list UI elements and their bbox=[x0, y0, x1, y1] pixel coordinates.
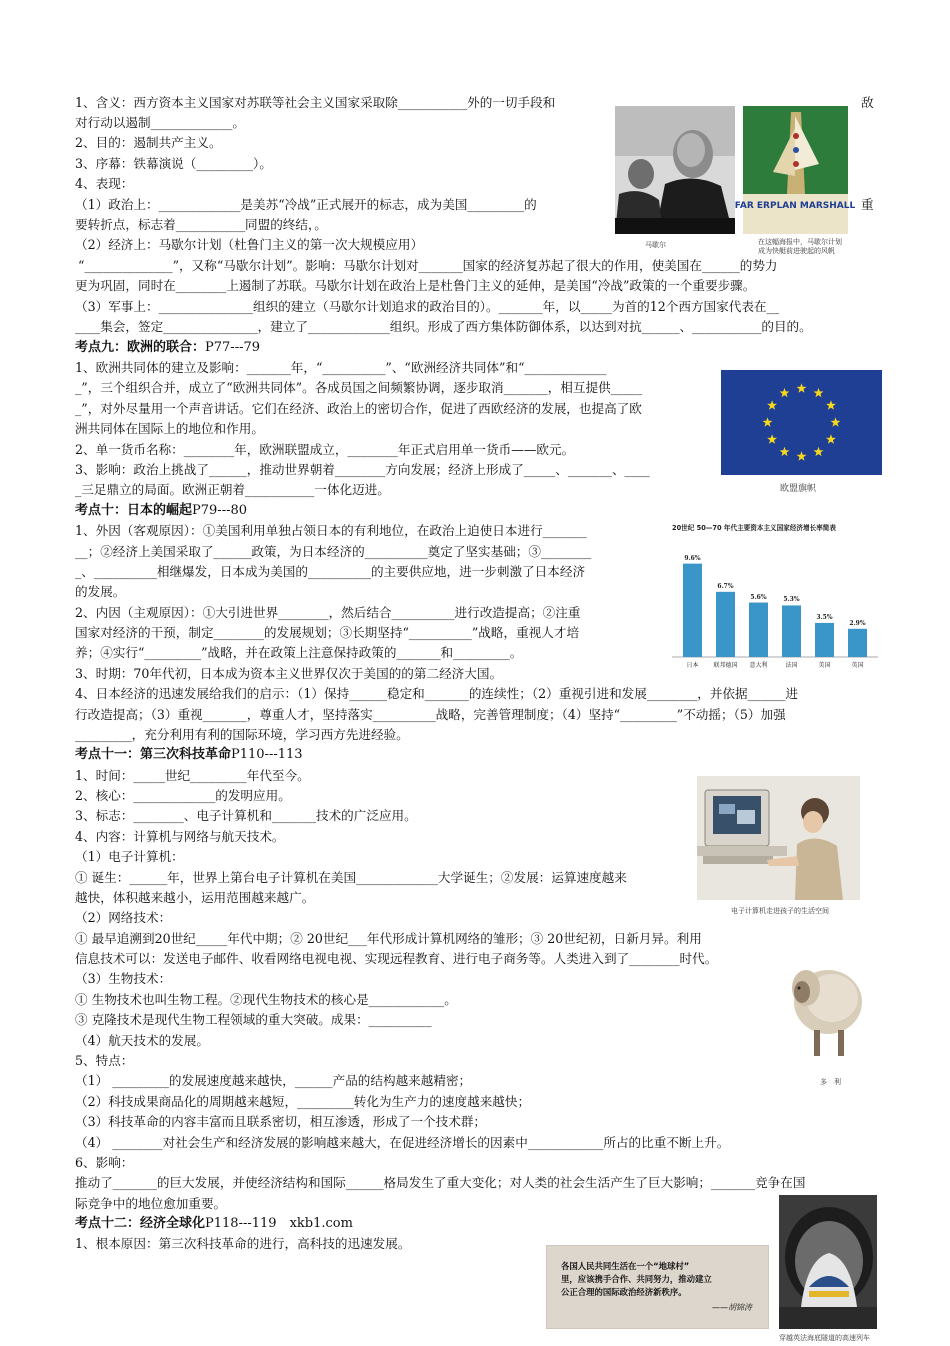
s11-heading: 考点十一：第三次科技革命P110---113 bbox=[75, 747, 303, 762]
eu-flag-caption: 欧盟旗帜 bbox=[780, 484, 817, 494]
eu-flag bbox=[721, 370, 882, 475]
chart-value-label-2: 6.7% bbox=[717, 582, 734, 590]
s8-line-1: 1、含义：西方资本主义国家对苏联等社会主义国家采取除___________外的一切手段和 bbox=[75, 95, 556, 110]
chart-bar-5 bbox=[815, 623, 834, 657]
s11-line-6: ① 诞生：______年，世界上第台电子计算机在美国_____________大学诞生；②发展：运算速度越来 bbox=[75, 870, 627, 885]
s11-line-17: （2）科技成果商品化的周期越来越短，_________转化为生产力的速度越来越快； bbox=[75, 1094, 531, 1109]
s12-heading: 考点十二：经济全球化P118---119 xkb1.com bbox=[75, 1216, 353, 1231]
s9-line-7: _三足鼎立的局面。欧洲正朝着___________一体化迈进。 bbox=[75, 482, 390, 497]
quote-line-1: 各国人民共同生活在一个“地球村” bbox=[561, 1261, 690, 1271]
marshall-poster-caption-1: 在这幅海报中，马歇尔计划 bbox=[758, 238, 842, 246]
chart-bar-4 bbox=[782, 605, 801, 657]
chart-title: 20世纪 50—70 年代主要资本主义国家经济增长率简表 bbox=[672, 524, 836, 532]
s10-line-4: 的发展。 bbox=[75, 584, 126, 599]
s9-line-6: 3、影响：政治上挑战了______，推动世界朝着________方向发展；经济上形成了_____、_______、____ bbox=[75, 462, 650, 477]
s11-line-10: 信息技术可以：发送电子邮件、收看网络电视电视、实现远程教育、进行电子商务等。人类进入到了________时代。 bbox=[75, 951, 718, 966]
dolly-sheep-photo bbox=[780, 942, 865, 1062]
s8-line-7: 要转折点，标志着___________同盟的终结，。 bbox=[75, 217, 327, 232]
chart-category-label-5: 美国 bbox=[818, 662, 831, 669]
chart-category-label-3: 意大利 bbox=[749, 662, 768, 669]
s10-line-8: 3、时期：70年代初，日本成为资本主义世界仅次于美国的的第二经济大国。 bbox=[75, 666, 503, 681]
quote-box bbox=[546, 1245, 769, 1329]
s8-line-3: 2、目的：遏制共产主义。 bbox=[75, 135, 222, 150]
s10-line-6: 国家对经济的干预，制定________的发展规划；③长期坚持“__________”战略，重视人才培 bbox=[75, 625, 580, 640]
quote-line-2: 里，应该携手合作、共同努力，推动建立 bbox=[561, 1274, 712, 1284]
chart-value-label-1: 9.6% bbox=[684, 554, 701, 562]
s8-line-5: 4、表现： bbox=[75, 176, 134, 191]
marshall-photo-caption: 马歇尔 bbox=[645, 241, 666, 249]
quote-line-3: 公正合理的国际政治经济新秩序。 bbox=[561, 1287, 687, 1297]
s11-line-12: ① 生物技术也叫生物工程。②现代生物技术的核心是____________。 bbox=[75, 992, 457, 1007]
s10-line-10: 行改造提高；（3）重视_______，尊重人才，坚持落实__________战略，完善管理制度；（4）坚持“_________”不动摇；（5）加强 bbox=[75, 707, 786, 722]
s10-line-7: 养；④实行“_________”战略，并在政策上注意保持政策的_______和_________。 bbox=[75, 645, 523, 660]
train-caption: 穿越英法海底隧道的高速列车 bbox=[779, 1334, 870, 1342]
marshall-poster bbox=[734, 106, 856, 234]
s8-line-6-tail: 重 bbox=[861, 197, 874, 212]
s10-line-9: 4、日本经济的迅速发展给我们的启示：（1）保持______稳定和_______的连续性；（2）重视引进和发展________，并依据______进 bbox=[75, 686, 798, 701]
s9-line-4: 洲共同体在国际上的地位和作用。 bbox=[75, 421, 264, 436]
s8-line-1-tail: 敌 bbox=[861, 95, 874, 110]
s8-line-6: （1）政治上：_____________是美苏“冷战”正式展开的标志，成为美国_________的 bbox=[75, 197, 537, 212]
s11-line-18: （3）科技革命的内容丰富而且联系密切，相互渗透，形成了一个技术群； bbox=[75, 1114, 487, 1129]
s10-line-11: _________，充分利用有利的国际环境，学习西方先进经验。 bbox=[75, 727, 409, 742]
s10-line-3: _、__________相继爆发，日本成为美国的__________的主要供应地，进一步刺激了日本经济 bbox=[75, 564, 586, 579]
chart-category-label-2: 联邦德国 bbox=[713, 662, 738, 669]
s11-line-15: 5、特点： bbox=[75, 1053, 134, 1068]
s8-line-9: “______________”，又称“马歇尔计划”。影响：马歇尔计划对_______国家的经济复苏起了很大的作用，使美国在______的势力 bbox=[78, 258, 778, 273]
chart-value-label-5: 3.5% bbox=[816, 613, 833, 621]
dolly-caption: 多 利 bbox=[820, 1078, 841, 1086]
s8-line-4: 3、序幕：铁幕演说（_________）。 bbox=[75, 156, 272, 171]
s9-heading: 考点九：欧洲的联合：P77---79 bbox=[75, 340, 261, 355]
s9-line-3: _”，对外尽量用一个声音讲话。它们在经济、政治上的密切合作，促进了西欧经济的发展，也提高了欧 bbox=[75, 401, 642, 416]
s8-line-2: 对行动以遏制_____________。 bbox=[75, 115, 246, 130]
tunnel-train-photo bbox=[779, 1195, 877, 1329]
marshall-photo bbox=[615, 106, 735, 234]
marshall-poster-caption-2: 成为快艇前进驶起的风帆 bbox=[758, 247, 835, 255]
chart-value-label-6: 2.9% bbox=[849, 619, 866, 627]
s10-line-1: 1、外因（客观原因）：①美国利用单独占领日本的有利地位，在政治上迫使日本进行_______ bbox=[75, 523, 587, 538]
s12-line-1: 1、根本原因：第三次科技革命的进行，高科技的迅速发展。 bbox=[75, 1236, 411, 1251]
s10-line-2: __；②经济上美国采取了______政策，为日本经济的__________奠定了坚实基础；③________ bbox=[75, 544, 592, 559]
chart-value-label-3: 5.6% bbox=[750, 593, 767, 601]
chart-category-label-6: 英国 bbox=[851, 662, 864, 669]
chart-category-label-4: 法国 bbox=[785, 662, 798, 669]
child-computer-photo bbox=[697, 776, 860, 900]
s11-line-22: 际竞争中的地位愈加重要。 bbox=[75, 1196, 227, 1211]
s11-line-1: 1、时间：_____世纪_________年代至今。 bbox=[75, 768, 310, 783]
s8-line-8: （2）经济上：马歇尔计划（杜鲁门主义的第一次大规模应用） bbox=[75, 237, 424, 252]
quote-author: ——胡锦涛 bbox=[712, 1303, 752, 1312]
s11-line-3: 3、标志：________、电子计算机和_______技术的广泛应用。 bbox=[75, 808, 417, 823]
s11-line-5: （1）电子计算机： bbox=[75, 849, 184, 864]
s11-line-16: （1） _________的发展速度越来越快，______产品的结构越来越精密； bbox=[75, 1073, 472, 1088]
chart-bar-6 bbox=[848, 629, 867, 657]
s11-line-9: ① 最早追溯到20世纪_____年代中期；② 20世纪___年代形成计算机网络的雏形；③ 20世纪初，日新月异。利用 bbox=[75, 931, 702, 946]
s10-line-5: 2、内因（主观原因）：①大引进世界________，然后结合__________进行改造提高；②注重 bbox=[75, 605, 581, 620]
chart-bar-1 bbox=[683, 564, 702, 657]
s11-line-11: （3）生物技术： bbox=[75, 971, 172, 986]
child-photo-caption: 电子计算机走进孩子的生活空间 bbox=[731, 907, 829, 915]
s9-line-5: 2、单一货币名称：________年，欧洲联盟成立，________年正式启用单一货币——欧元。 bbox=[75, 442, 575, 457]
s8-line-10: 更为巩固，同时在________上遏制了苏联。马歇尔计划在政治上是杜鲁门主义的延伸，是美国“冷战”政策的一个重要步骤。 bbox=[75, 278, 756, 293]
chart-value-label-4: 5.3% bbox=[783, 596, 800, 604]
s11-line-7: 越快，体积越来越小，运用范围越来越广。 bbox=[75, 890, 315, 905]
s9-line-1: 1、欧洲共同体的建立及影响：_______年，“__________”、“欧洲经济共同体”和“_____________ bbox=[75, 360, 607, 375]
s8-line-11: （3）军事上：_______________组织的建立（马歇尔计划追求的政治目的）。_______年，以_____为首的12个西方国家代表在__ bbox=[75, 299, 780, 314]
s11-line-2: 2、核心：_____________的发明应用。 bbox=[75, 788, 291, 803]
s8-line-12: ____集会，签定_______________，建立了_____________组织。形成了西方集体防御体系，以达到对抗______、___________的目的。 bbox=[75, 319, 812, 334]
s11-line-8: （2）网络技术： bbox=[75, 910, 172, 925]
chart-category-label-1: 日本 bbox=[686, 662, 699, 669]
s11-line-13: ③ 克隆技术是现代生物工程领域的重大突破。成果：__________ bbox=[75, 1012, 432, 1027]
s11-line-4: 4、内容：计算机与网络与航天技术。 bbox=[75, 829, 285, 844]
poster-text: FAR ERPLAN MARSHALL bbox=[734, 201, 856, 211]
s9-line-2: _”，三个组织合并，成立了“欧洲共同体”。各成员国之间频繁协调，逐步取消_______，相互提供_____ bbox=[75, 380, 643, 395]
s11-line-14: （4）航天技术的发展。 bbox=[75, 1033, 209, 1048]
chart-bar-2 bbox=[716, 592, 735, 657]
s11-line-19: （4） ________对社会生产和经济发展的影响越来越大，在促进经济增长的因素中____________所占的比重不断上升。 bbox=[75, 1135, 730, 1150]
s10-heading: 考点十：日本的崛起P79---80 bbox=[75, 503, 248, 518]
chart-bar-3 bbox=[749, 603, 768, 657]
growth-chart bbox=[668, 520, 882, 670]
s11-line-20: 6、影响： bbox=[75, 1155, 134, 1170]
s11-line-21: 推动了_______的巨大发展，并使经济结构和国际______格局发生了重大变化；对人类的社会生活产生了巨大影响；_______竞争在国 bbox=[75, 1175, 806, 1190]
